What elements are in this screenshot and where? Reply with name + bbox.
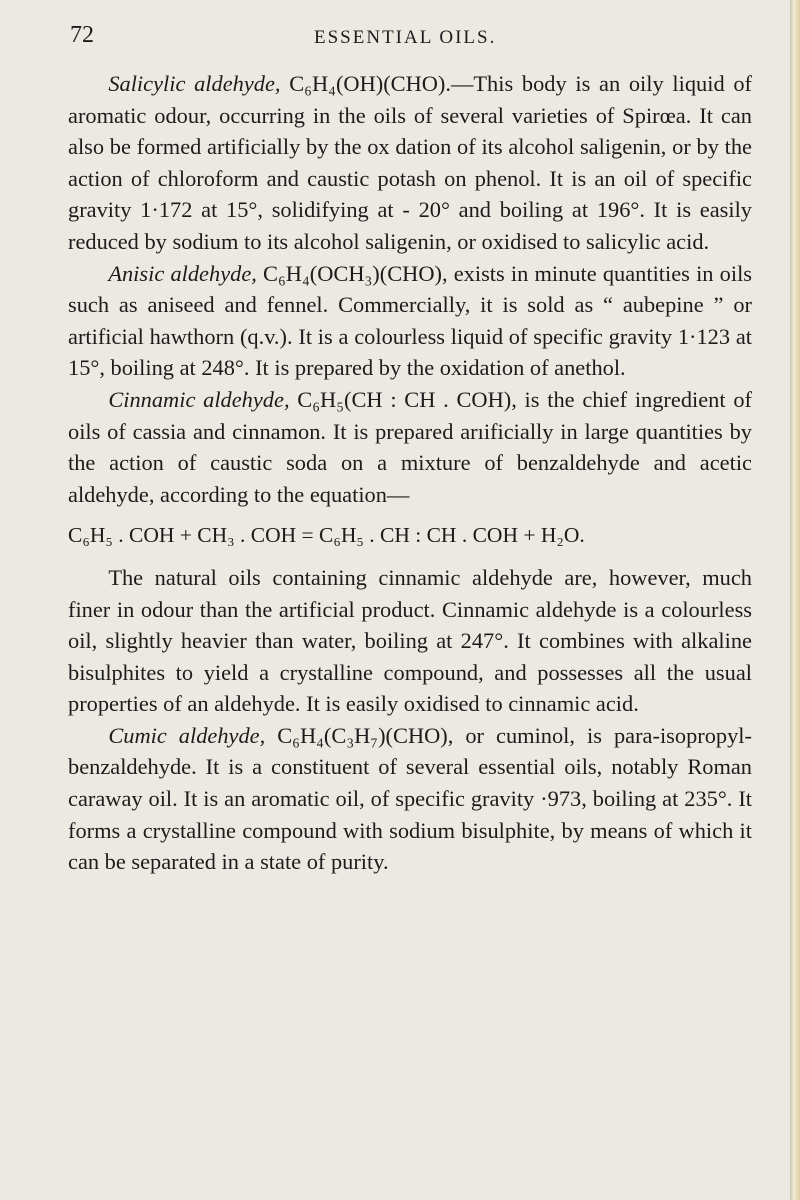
paragraph-text: C₆H₅(CH : CH . COH), is the chief ingredient of oils of cassia and cinnamon. It is prepared arıificially in large quantities by the action of caustic soda on a mixture of benzaldehyde and acetic aldehyde, according to the equation— — [68, 386, 752, 507]
paragraph-natural-oils — [68, 562, 752, 720]
page-edge — [790, 0, 800, 1200]
chemical-equation: C₆H₅ . COH + CH₃ . COH = C₆H₅ . CH : CH . COH + H₂O. — [68, 523, 585, 548]
paragraph-cumic-aldehyde — [68, 720, 752, 878]
page-number: 72 — [70, 22, 94, 48]
body-text — [68, 68, 752, 878]
paragraph-text: C₆H₄(OCH₃)(CHO), exists in minute quantities in oils such as aniseed and fennel. Commercially, it is sold as “ aubepine ” or artificial hawthorn (q.v.). It is a colourless liquid of specific gravity 1·123 at 15°, boiling at 248°. It is prepared by the oxidation of anethol. — [68, 260, 753, 381]
paragraph-text: C₆H₄(C₃H₇)(CHO), or cuminol, is para-isopropyl-benzaldehyde. It is a constituent of several essential oils, notably Roman caraway oil. It is an aromatic oil, of specific gravity ·973, boiling at 235°. It forms a crystalline compound with sodium bisulphite, by means of which it can be separated in a state of purity. — [68, 722, 752, 875]
page-header — [70, 22, 760, 52]
term-cinnamic-aldehyde: Cinnamic aldehyde, — [108, 386, 290, 412]
paragraph-text: C₆H₄(OH)(CHO).—This body is an oily liquid of aromatic odour, occurring in the oils of several varieties of Spirœa. It can also be formed artificially by the ox dation of its alcohol saligenin, or by the action of chloroform and caustic potash on phenol. It is an oil of specific gravity 1·172 at 15°, solidifying at - 20° and boiling at 196°. It is easily reduced by sodium to its alcohol saligenin, or oxidised to salicylic acid. — [68, 71, 752, 254]
term-salicylic-aldehyde: Salicylic aldehyde, — [108, 71, 281, 96]
paragraph-cinnamic-aldehyde — [68, 384, 752, 510]
term-anisic-aldehyde: Anisic aldehyde, — [108, 260, 257, 286]
term-cumic-aldehyde: Cumic aldehyde, — [108, 722, 266, 748]
paragraph-text: The natural oils containing cinnamic aldehyde are, however, much finer in odour than the artificial product. Cinnamic aldehyde is a colourless oil, slightly heavier than water, boiling at 247°. It combines with alkaline bisulphites to yield a crystalline compound, and possesses all the usual properties of an aldehyde. It is easily oxidised to cinnamic acid. — [68, 564, 752, 717]
paragraph-anisic-aldehyde — [68, 258, 752, 384]
running-head: ESSENTIAL OILS. — [314, 27, 497, 48]
paragraph-salicylic-aldehyde — [68, 68, 752, 258]
